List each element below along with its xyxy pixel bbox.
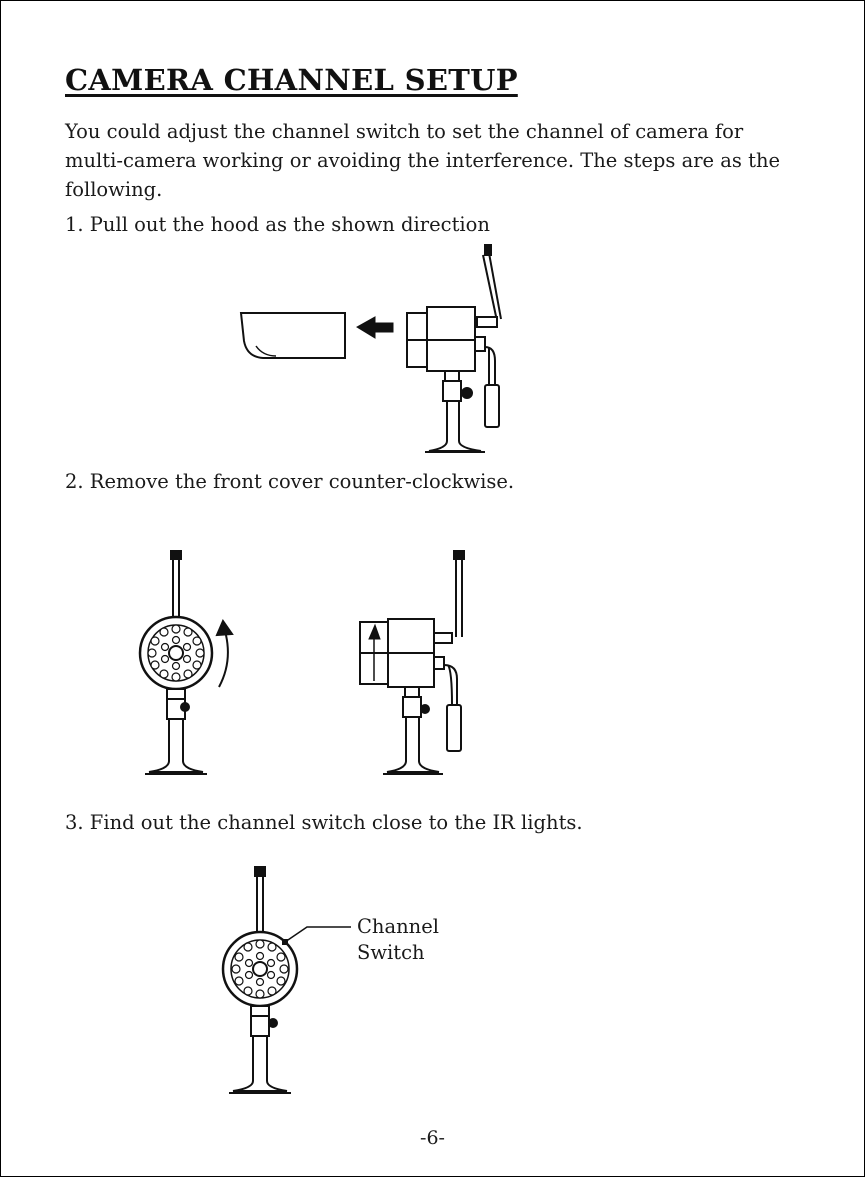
page-title: CAMERA CHANNEL SETUP [65,63,518,97]
step-2-text: 2. Remove the front cover counter-clockwise. [65,470,515,493]
callout-line-2: Switch [357,941,425,964]
figure-3-channel-switch [1,1,865,1178]
page-number: -6- [420,1127,445,1149]
step-3-text: 3. Find out the channel switch close to the IR lights. [65,811,583,834]
intro-paragraph: You could adjust the channel switch to set the channel of camera for multi-camera working or avoiding the interference. The steps are as the following. [65,120,781,201]
channel-switch-callout [357,914,439,966]
callout-line-1: Channel [357,915,439,938]
callout-leader-line [285,927,351,942]
step-1-text: 1. Pull out the hood as the shown direction [65,213,490,236]
